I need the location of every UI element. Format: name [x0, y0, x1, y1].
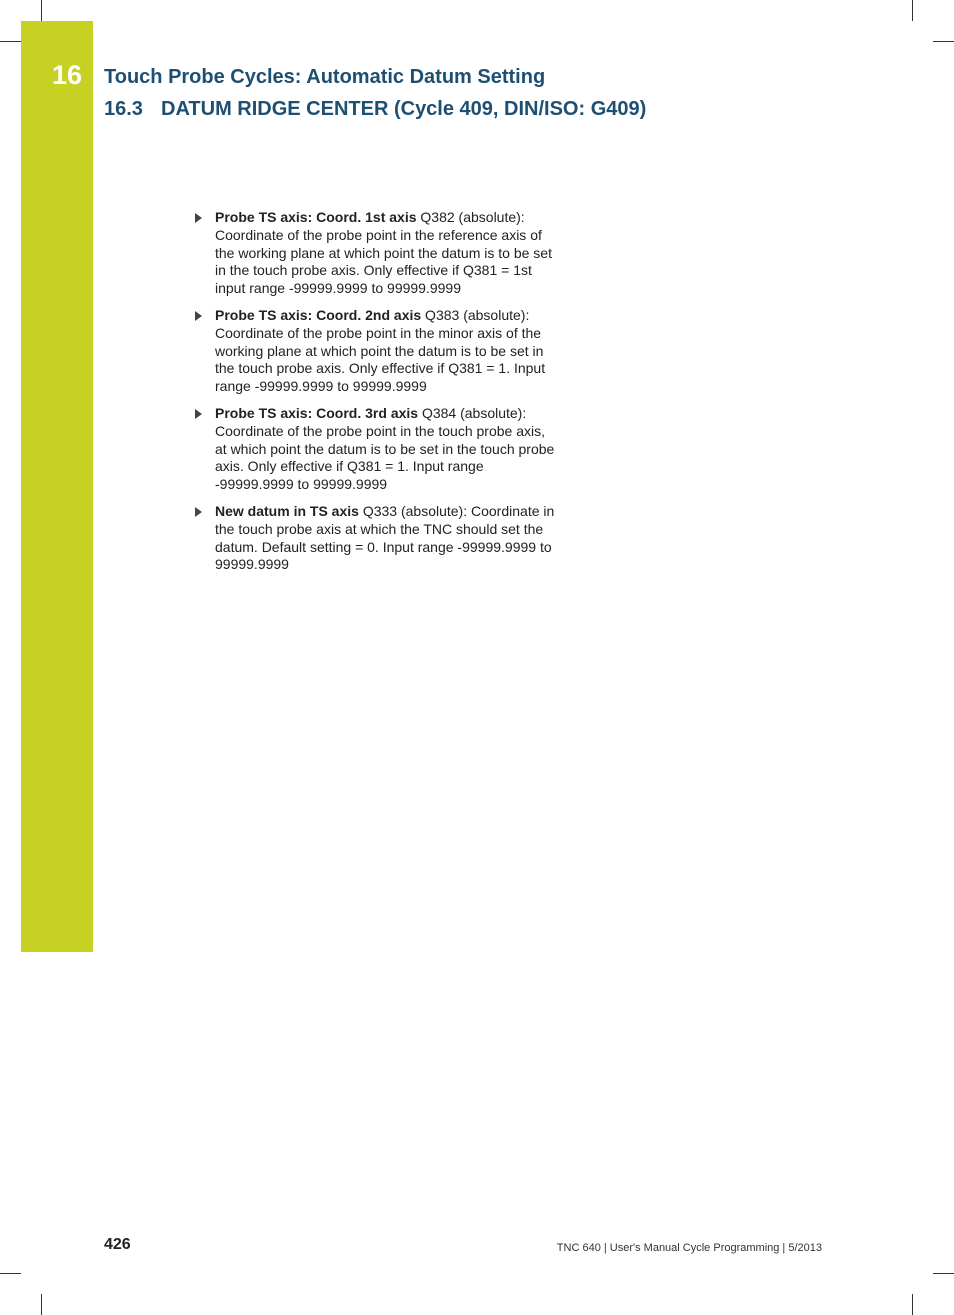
triangle-bullet-icon: [195, 409, 202, 419]
crop-mark: [0, 41, 21, 42]
parameter-description: Q382 (absolute): Coordinate of the probe point in the reference axis of the working plane at which point the datum is to be set in the touch probe axis. Only effective if Q381 = 1st input range -99999.9999 to 99999.9999: [215, 209, 552, 297]
crop-mark: [0, 1273, 21, 1274]
chapter-number: 16: [52, 60, 83, 90]
parameter-list: [194, 209, 556, 583]
section-title: [104, 98, 646, 121]
page-number: 426: [104, 1236, 131, 1253]
crop-mark: [912, 1294, 913, 1315]
crop-mark: [933, 41, 954, 42]
triangle-bullet-icon: [195, 507, 202, 517]
parameter-name: Probe TS axis: Coord. 2nd axis: [215, 306, 422, 323]
parameter-description: Q333 (absolute): Coordinate in the touch probe axis at which the TNC should set the datum. Default setting = 0. Input range -99999.9999 to 99999.9999: [215, 502, 555, 573]
footer-text: TNC 640 | User's Manual Cycle Programming | 5/2013: [556, 1242, 822, 1254]
crop-mark: [912, 0, 913, 21]
list-item: [194, 405, 556, 494]
list-item: [194, 307, 556, 396]
parameter-name: Probe TS axis: Coord. 1st axis: [215, 209, 417, 225]
triangle-bullet-icon: [195, 311, 202, 321]
parameter-description: Q384 (absolute): Coordinate of the probe point in the touch probe axis, at which point the datum is to be set in the touch probe axis. Only effective if Q381 = 1. Input range -99999.9999 to 99999.9999: [215, 404, 555, 493]
crop-mark: [41, 1294, 42, 1315]
crop-mark: [933, 1273, 954, 1274]
parameter-description: Q383 (absolute): Coordinate of the probe point in the minor axis of the working plane at which point the datum is to be set in the touch probe axis. Only effective if Q381 = 1. Input range -99999.9999 to 99999.9999: [215, 306, 546, 395]
section-number: 16.3: [104, 98, 143, 120]
chapter-side-bar: [21, 21, 93, 952]
list-item: [194, 503, 556, 574]
crop-mark: [41, 0, 42, 21]
parameter-name: Probe TS axis: Coord. 3rd axis: [215, 404, 419, 421]
triangle-bullet-icon: [195, 213, 202, 223]
section-title-text: DATUM RIDGE CENTER (Cycle 409, DIN/ISO: G409): [161, 98, 647, 120]
parameter-name: New datum in TS axis: [215, 502, 359, 519]
list-item: [194, 209, 556, 298]
chapter-title: Touch Probe Cycles: Automatic Datum Setting: [104, 66, 546, 88]
